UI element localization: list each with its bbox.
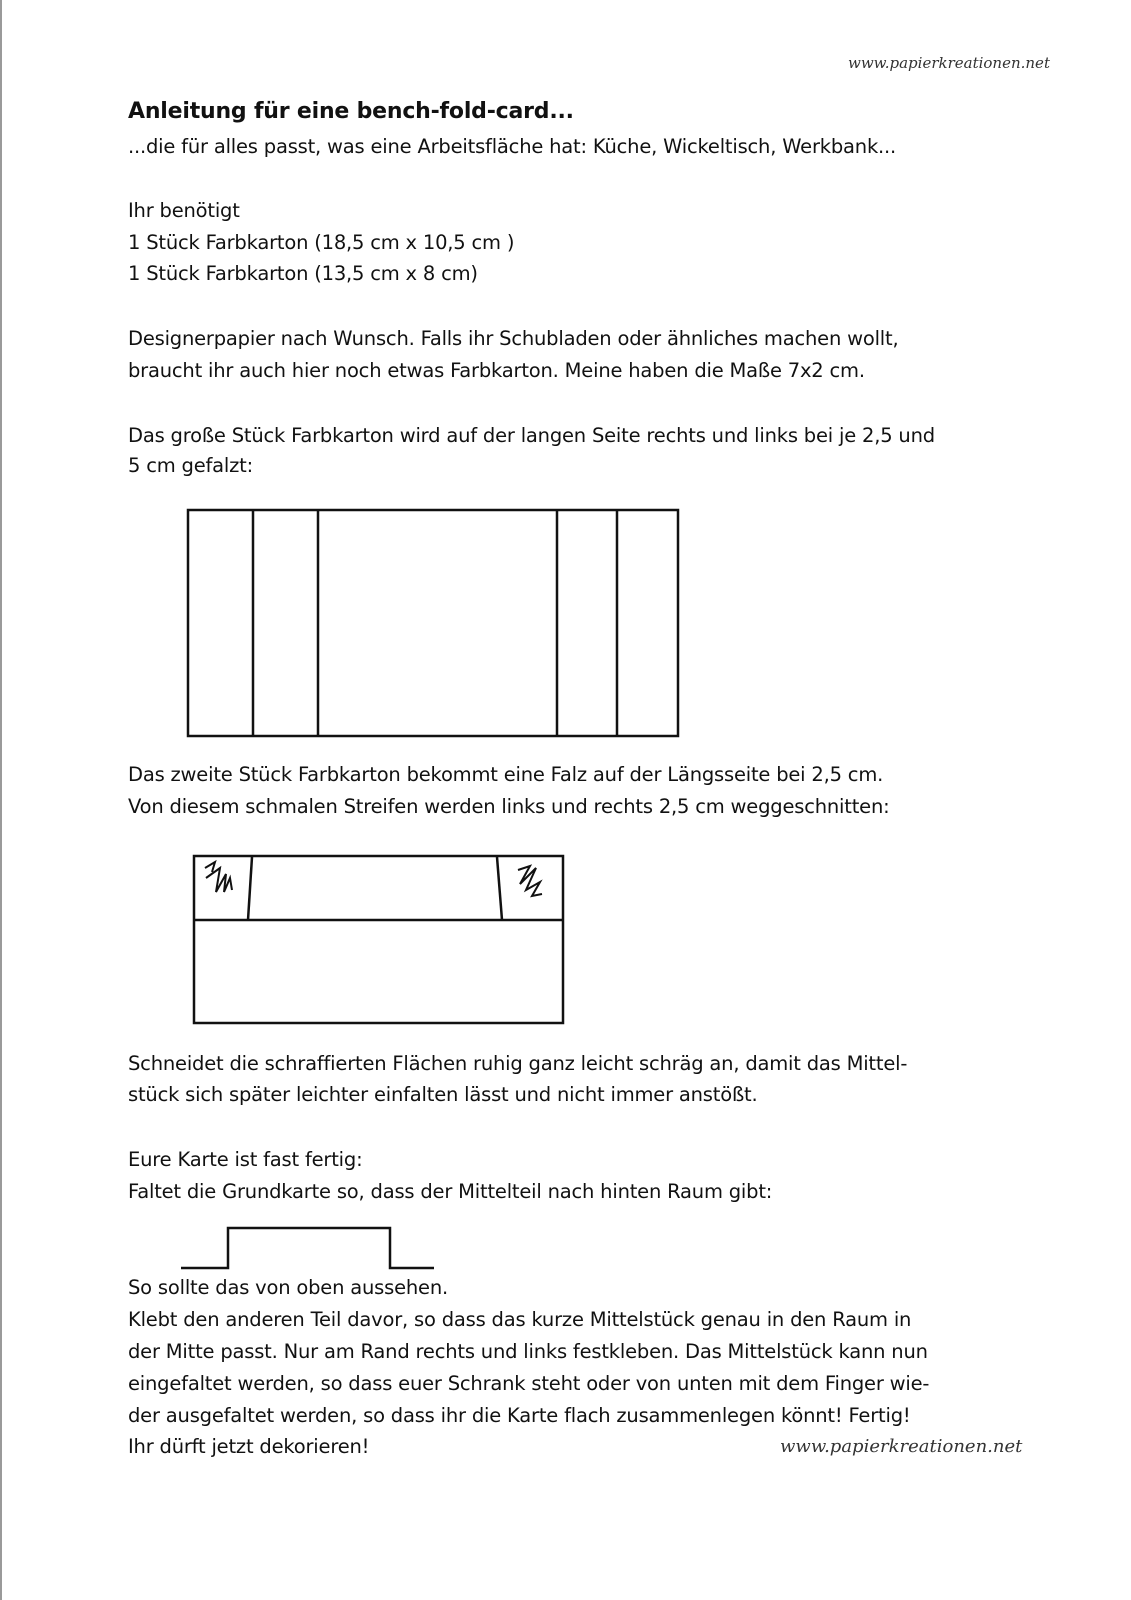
- paragraph-line: Eure Karte ist fast fertig:: [128, 1148, 363, 1171]
- paragraph-line: So sollte das von oben aussehen.: [128, 1276, 448, 1299]
- hatching-right: [518, 866, 542, 896]
- footer-website: www.papierkreationen.net: [780, 1436, 1023, 1457]
- fold-diagram-large: [188, 510, 678, 736]
- paragraph-line: Von diesem schmalen Streifen werden links und rechts 2,5 cm weggeschnitten:: [128, 795, 890, 818]
- page-title: Anleitung für eine bench-fold-card...: [128, 99, 574, 124]
- material-item: 1 Stück Farbkarton (18,5 cm x 10,5 cm ): [128, 231, 515, 254]
- paragraph-line: Designerpapier nach Wunsch. Falls ihr Schubladen oder ähnliches machen wollt,: [128, 327, 899, 350]
- paragraph-line: der ausgefaltet werden, so dass ihr die Karte flach zusammenlegen könnt! Fertig!: [128, 1404, 911, 1427]
- paragraph-line: Das zweite Stück Farbkarton bekommt eine Falz auf der Längsseite bei 2,5 cm.: [128, 763, 884, 786]
- paragraph-line: eingefaltet werden, so dass euer Schrank steht oder von unten mit dem Finger wie-: [128, 1372, 930, 1395]
- top-view-profile: [181, 1228, 434, 1268]
- subtitle: ...die für alles passt, was eine Arbeitsfläche hat: Küche, Wickeltisch, Werkbank...: [128, 135, 897, 158]
- paragraph-line: Klebt den anderen Teil davor, so dass das kurze Mittelstück genau in den Raum in: [128, 1308, 912, 1331]
- hatching-left: [205, 862, 232, 892]
- paragraph-line: der Mitte passt. Nur am Rand rechts und links festkleben. Das Mittelstück kann nun: [128, 1340, 928, 1363]
- paragraph-line: stück sich später leichter einfalten lässt und nicht immer anstößt.: [128, 1083, 758, 1106]
- paragraph-line: 5 cm gefalzt:: [128, 454, 253, 477]
- material-item: 1 Stück Farbkarton (13,5 cm x 8 cm): [128, 262, 478, 285]
- fold-diagram-small: [194, 856, 563, 1023]
- paragraph-line: Faltet die Grundkarte so, dass der Mittelteil nach hinten Raum gibt:: [128, 1180, 773, 1203]
- materials-heading: Ihr benötigt: [128, 199, 240, 222]
- paragraph-line: Ihr dürft jetzt dekorieren!: [128, 1435, 370, 1458]
- paragraph-line: Das große Stück Farbkarton wird auf der langen Seite rechts und links bei je 2,5 und: [128, 424, 935, 447]
- paragraph-line: braucht ihr auch hier noch etwas Farbkarton. Meine haben die Maße 7x2 cm.: [128, 359, 865, 382]
- paragraph-line: Schneidet die schraffierten Flächen ruhig ganz leicht schräg an, damit das Mittel-: [128, 1052, 908, 1075]
- header-website: www.papierkreationen.net: [848, 54, 1050, 72]
